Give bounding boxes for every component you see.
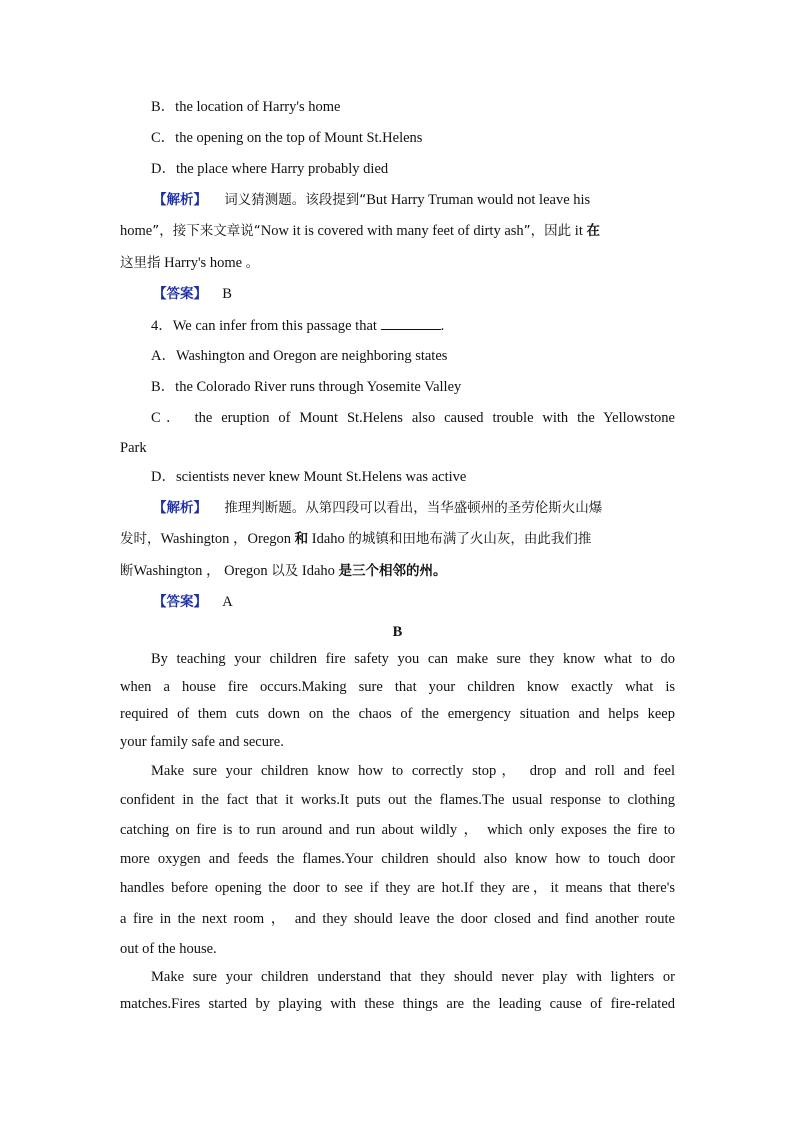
q4-analysis-line-3: 断Washington ， Oregon 以及 Idaho 是三个相邻的州。 [120,563,447,579]
section-heading: B [392,624,403,640]
q3-analysis-line-2: home”，接下来文章说“Now it is covered with many feet of dirty ash”，因此 it 在 [120,223,600,239]
passage-line: required of them cuts down on the chaos of the emergency situation and helps keep [120,706,675,722]
passage-line: handles before opening the door to see if they are hot.If they are，it means that there's [120,880,675,896]
passage-line: more oxygen and feeds the flames.Your children should also know how to touch door [120,851,675,867]
passage-line: your family safe and secure. [120,734,284,750]
q3-analysis-line-3: 这里指 Harry's home 。 [120,255,260,271]
answer-value: A [222,594,233,610]
passage-line: catching on fire is to run around and run about wildly ， which only exposes the fire to [120,822,675,838]
q4-option-d: D．scientists never knew Mount St.Helens was active [151,469,467,485]
passage-line: Make sure your children understand that they should never play with lighters or [151,969,675,985]
analysis-tag: 【解析】 [153,500,207,516]
passage-line: out of the house. [120,941,217,957]
q3-option-b: B．the location of Harry's home [151,99,341,115]
q4-stem: 4．We can infer from this passage that . [151,315,675,336]
q3-analysis-line-1: 【解析】 词义猜测题。该段提到“But Harry Truman would not leave his [153,192,591,208]
passage-line: when a house fire occurs.Making sure that your children know exactly what is [120,679,675,695]
passage-line: confident in the fact that it works.It puts out the flames.The usual response to clothing [120,792,675,808]
q4-option-b: B．the Colorado River runs through Yosemite Valley [151,379,462,395]
passage-line: By teaching your children fire safety you can make sure they know what to do [151,651,675,667]
answer-value: B [222,286,232,302]
q3-option-d: D．the place where Harry probably died [151,161,389,177]
q4-answer [153,592,675,612]
q4-option-c-line-1: C． the eruption of Mount St.Helens also caused trouble with the Yellowstone [151,410,675,426]
answer-blank [381,315,441,330]
q4-analysis-line-1: 【解析】 推理判断题。从第四段可以看出，当华盛顿州的圣劳伦斯火山爆 [153,500,603,516]
q4-option-c-line-2: Park [120,440,147,456]
passage-line: Make sure your children know how to correctly stop， drop and roll and feel [151,763,675,779]
q3-option-c: C．the opening on the top of Mount St.Helens [151,130,423,146]
passage-line: matches.Fires started by playing with these things are the leading cause of fire-related [120,996,675,1012]
answer-tag: 【答案】 [153,594,207,610]
answer-tag: 【答案】 [153,286,207,302]
q4-analysis-line-2: 发时，Washington ，Oregon 和 Idaho 的城镇和田地布满了火山灰，由此我们推 [120,531,592,547]
q4-option-a: A．Washington and Oregon are neighboring states [151,348,448,364]
q3-answer [153,284,675,304]
passage-line: a fire in the next room ， and they should leave the door closed and find another route [120,911,675,927]
analysis-tag: 【解析】 [153,192,207,208]
